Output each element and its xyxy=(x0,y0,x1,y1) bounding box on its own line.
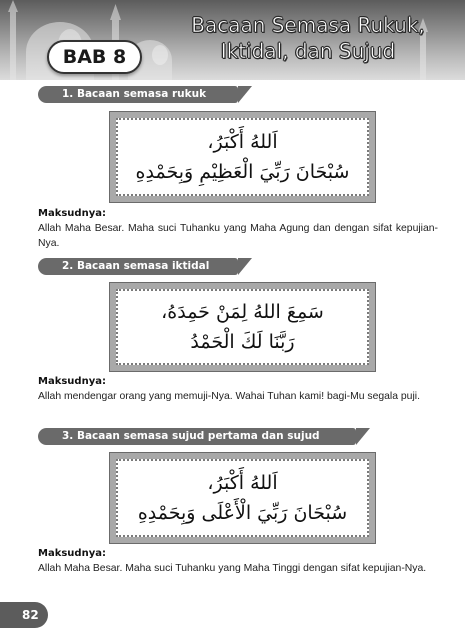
section-1-arabic-line-1: اَللهُ أَكْبَرُ، xyxy=(207,131,278,153)
section-1-arabic-frame xyxy=(109,111,376,203)
section-2-arabic-line-2: رَبَّنَا لَكَ الْحَمْدُ xyxy=(190,331,295,353)
section-3-arabic-frame xyxy=(109,452,376,544)
section-2-arabic-line-1: سَمِعَ اللهُ لِمَنْ حَمِدَهُ، xyxy=(161,301,324,323)
chapter-title-line-2: Iktidal, dan Sujud xyxy=(220,39,396,63)
section-3-arabic-line-1: اَللهُ أَكْبَرُ، xyxy=(207,472,278,494)
section-2-meaning-label: Maksudnya: xyxy=(38,376,106,387)
section-2-arabic-frame xyxy=(109,282,376,372)
chapter-banner xyxy=(0,0,465,80)
section-3-heading: 3. Bacaan semasa sujud pertama dan sujud kedua xyxy=(38,428,356,445)
page-number: 82 xyxy=(0,602,48,628)
chapter-title-line-1: Bacaan Semasa Rukuk, xyxy=(191,13,425,37)
section-3-arabic-line-2: سُبْحَانَ رَبِّيَ الْأَعْلَى وَبِحَمْدِهِ xyxy=(137,502,348,524)
section-3-meaning-label: Maksudnya: xyxy=(38,548,106,559)
section-1-meaning-text: Allah Maha Besar. Maha suci Tuhanku yang Maha Agung dan dengan sifat kepujian-Nya. xyxy=(38,223,438,249)
chapter-title xyxy=(158,12,458,64)
section-2-heading: 2. Bacaan semasa iktidal xyxy=(38,258,238,275)
section-1-arabic-line-2: سُبْحَانَ رَبِّيَ الْعَظِيْمِ وَبِحَمْدِهِ xyxy=(135,161,350,183)
section-1-meaning-label: Maksudnya: xyxy=(38,208,106,219)
chapter-label: BAB 8 xyxy=(47,40,142,74)
section-3-meaning-text: Allah Maha Besar. Maha suci Tuhanku yang Maha Tinggi dengan sifat kepujian-Nya. xyxy=(38,563,427,574)
section-2-meaning-text: Allah mendengar orang yang memuji-Nya. Wahai Tuhan kami! bagi-Mu segala puji. xyxy=(38,391,420,402)
section-1-heading: 1. Bacaan semasa rukuk xyxy=(38,86,238,103)
